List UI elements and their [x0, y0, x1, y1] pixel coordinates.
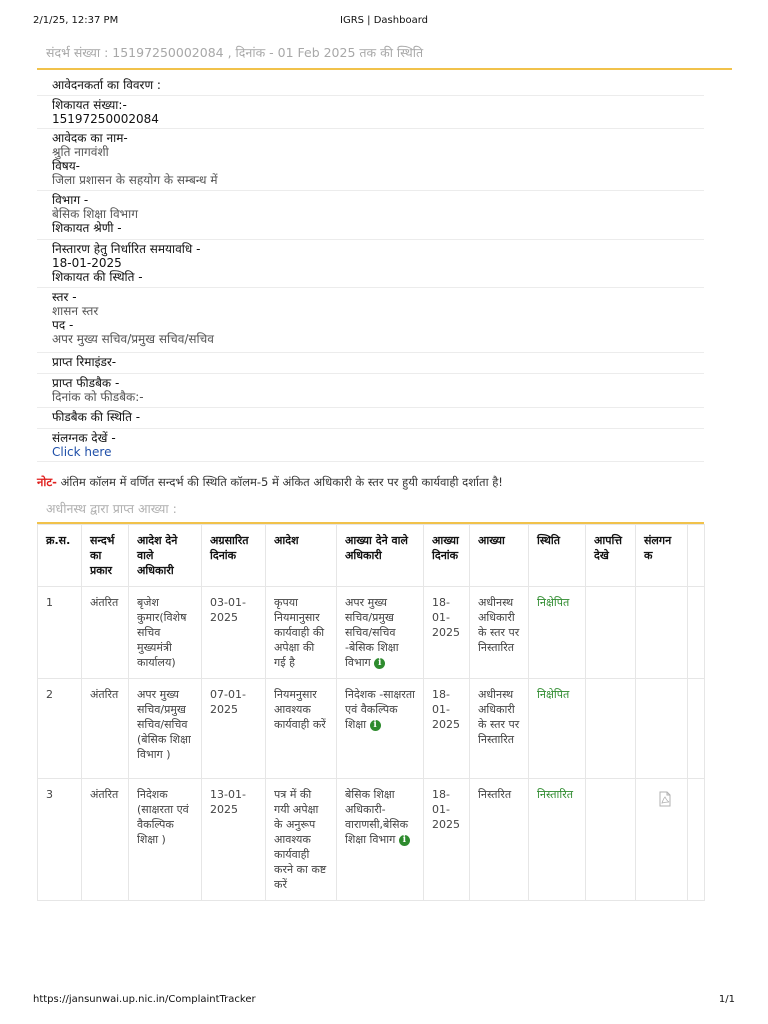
cell-report-date: 18-01-2025	[424, 779, 470, 901]
feedback-label: प्राप्त फीडबैक -	[52, 376, 120, 390]
note-text: अंतिम कॉलम में वर्णित सन्दर्भ की स्थिति कॉलम-5 में अंकित अधिकारी के स्तर पर हुयी कार्यवाही दर्शाता है!	[56, 475, 503, 489]
deadline-label: निस्तारण हेतु निर्धारित समयावधि -	[52, 242, 201, 256]
heading-divider	[37, 68, 732, 70]
cell-ordering-officer: निदेशक (साक्षरता एवं वैकल्पिक शिक्षा )	[129, 779, 202, 901]
attachment-link[interactable]: Click here	[52, 445, 112, 459]
details-section-title-row	[37, 76, 704, 96]
applicant-name-label: आवेदक का नाम-	[52, 131, 128, 145]
page-title: संदर्भ संख्या : 15197250002084 , दिनांक - 01 Feb 2025 तक की स्थिति	[46, 45, 424, 60]
cell-extra	[688, 779, 705, 901]
reminder-row	[37, 353, 704, 374]
info-icon[interactable]: i	[370, 720, 381, 731]
cell-ordering-officer: बृजेश कुमार(विशेष सचिव मुख्यमंत्री कार्यालय)	[129, 587, 202, 679]
reporting-officer-text: निदेशक -साक्षरता एवं वैकल्पिक शिक्षा	[345, 688, 415, 731]
cell-sno: 3	[38, 779, 82, 901]
print-title: IGRS | Dashboard	[340, 15, 428, 26]
cell-report-date: 18-01-2025	[424, 679, 470, 779]
applicant-details	[37, 76, 704, 462]
cell-report-date: 18-01-2025	[424, 587, 470, 679]
cell-forward-date: 13-01-2025	[202, 779, 266, 901]
reminder-label: प्राप्त रिमाइंडर-	[52, 355, 117, 369]
table-row	[38, 587, 705, 679]
cell-attachment	[636, 679, 688, 779]
header-order: आदेश	[266, 525, 337, 587]
header-sno: क्र.स.	[38, 525, 82, 587]
info-icon[interactable]: i	[399, 835, 410, 846]
cell-report: अधीनस्थ अधिकारी के स्तर पर निस्तारित	[470, 587, 529, 679]
cell-forward-date: 07-01-2025	[202, 679, 266, 779]
cell-extra	[688, 587, 705, 679]
table-header-row	[38, 525, 705, 587]
post-value: अपर मुख्य सचिव/प्रमुख सचिव/सचिव	[52, 332, 214, 346]
feedback-status-label: फीडबैक की स्थिति -	[52, 410, 141, 424]
header-objection: आपत्ति देखे	[586, 525, 636, 587]
applicant-subject-row	[37, 129, 704, 191]
print-footer	[33, 994, 735, 1010]
cell-extra	[688, 679, 705, 779]
header-extra	[688, 525, 705, 587]
note	[37, 475, 737, 490]
header-reporting-officer: आख्या देने वाले अधिकारी	[337, 525, 424, 587]
sub-heading: अधीनस्थ द्वारा प्राप्त आख्या :	[46, 501, 177, 516]
cell-report: अधीनस्थ अधिकारी के स्तर पर निस्तारित	[470, 679, 529, 779]
deadline-value: 18-01-2025	[52, 256, 122, 270]
cell-type: अंतरित	[82, 587, 129, 679]
info-icon[interactable]: i	[374, 658, 385, 669]
cell-sno: 1	[38, 587, 82, 679]
feedback-status-row	[37, 408, 704, 429]
complaint-number-value: 15197250002084	[52, 112, 159, 126]
cell-report: निस्तरित	[470, 779, 529, 901]
cell-order: पत्र में की गयी अपेक्षा के अनुरूप आवश्यक कार्यवाही करने का कष्ट करें	[266, 779, 337, 901]
header-report-date: आख्या दिनांक	[424, 525, 470, 587]
applicant-name-value: श्रुति नागवंशी	[52, 145, 109, 159]
cell-reporting-officer	[337, 679, 424, 779]
complaint-status-label: शिकायत की स्थिति -	[52, 270, 143, 284]
reporting-officer-text: बेसिक शिक्षा अधिकारी-वाराणसी,बेसिक शिक्षा विभाग	[345, 788, 409, 846]
header-type: सन्दर्भ का प्रकार	[82, 525, 129, 587]
cell-objection	[586, 779, 636, 901]
cell-attachment	[636, 587, 688, 679]
table-row	[38, 679, 705, 779]
cell-forward-date: 03-01-2025	[202, 587, 266, 679]
cell-status: निक्षेपित	[529, 679, 586, 779]
cell-status: निस्तारित	[529, 779, 586, 901]
header-ordering-officer: आदेश देने वाले अधिकारी	[129, 525, 202, 587]
complaint-number-label: शिकायत संख्या:-	[52, 98, 127, 112]
category-label: शिकायत श्रेणी -	[52, 221, 122, 235]
print-url: https://jansunwai.up.nic.in/ComplaintTracker	[33, 994, 256, 1005]
deadline-row	[37, 240, 704, 288]
feedback-date-label: दिनांक को फीडबैक:-	[52, 390, 144, 404]
cell-type: अंतरित	[82, 679, 129, 779]
header-forward-date: अग्रसारित दिनांक	[202, 525, 266, 587]
cell-objection	[586, 679, 636, 779]
cell-order: नियमनुसार आवश्यक कार्यवाही करें	[266, 679, 337, 779]
level-label: स्तर -	[52, 290, 77, 304]
reporting-officer-text: अपर मुख्य सचिव/प्रमुख सचिव/सचिव -बेसिक शिक्षा विभाग	[345, 596, 399, 669]
pdf-file-icon[interactable]	[658, 791, 672, 807]
attachment-row	[37, 429, 704, 462]
header-attachment: संलगनक	[636, 525, 688, 587]
subject-label: विषय-	[52, 159, 81, 173]
department-label: विभाग -	[52, 193, 89, 207]
print-page-number: 1/1	[718, 994, 735, 1005]
cell-reporting-officer	[337, 779, 424, 901]
print-header	[33, 15, 735, 31]
print-datetime: 2/1/25, 12:37 PM	[33, 15, 119, 26]
feedback-row	[37, 374, 704, 408]
cell-attachment	[636, 779, 688, 901]
cell-type: अंतरित	[82, 779, 129, 901]
department-value: बेसिक शिक्षा विभाग	[52, 207, 138, 221]
department-row	[37, 191, 704, 240]
cell-sno: 2	[38, 679, 82, 779]
header-report: आख्या	[470, 525, 529, 587]
cell-order: कृपया नियमानुसार कार्यवाही की अपेक्षा की गई है	[266, 587, 337, 679]
cell-ordering-officer: अपर मुख्य सचिव/प्रमुख सचिव/सचिव (बेसिक शिक्षा विभाग )	[129, 679, 202, 779]
complaint-number-row	[37, 96, 704, 129]
level-row	[37, 288, 704, 353]
details-section-title: आवेदनकर्ता का विवरण :	[52, 78, 161, 92]
subject-value: जिला प्रशासन के सहयोग के सम्बन्ध में	[52, 173, 218, 187]
action-history-table	[37, 524, 705, 901]
header-status: स्थिति	[529, 525, 586, 587]
attachment-label: संलग्नक देखें -	[52, 431, 116, 445]
post-label: पद -	[52, 318, 74, 332]
cell-status: निक्षेपित	[529, 587, 586, 679]
table-row	[38, 779, 705, 901]
level-value: शासन स्तर	[52, 304, 99, 318]
note-label: नोट-	[37, 475, 57, 489]
cell-objection	[586, 587, 636, 679]
cell-reporting-officer	[337, 587, 424, 679]
